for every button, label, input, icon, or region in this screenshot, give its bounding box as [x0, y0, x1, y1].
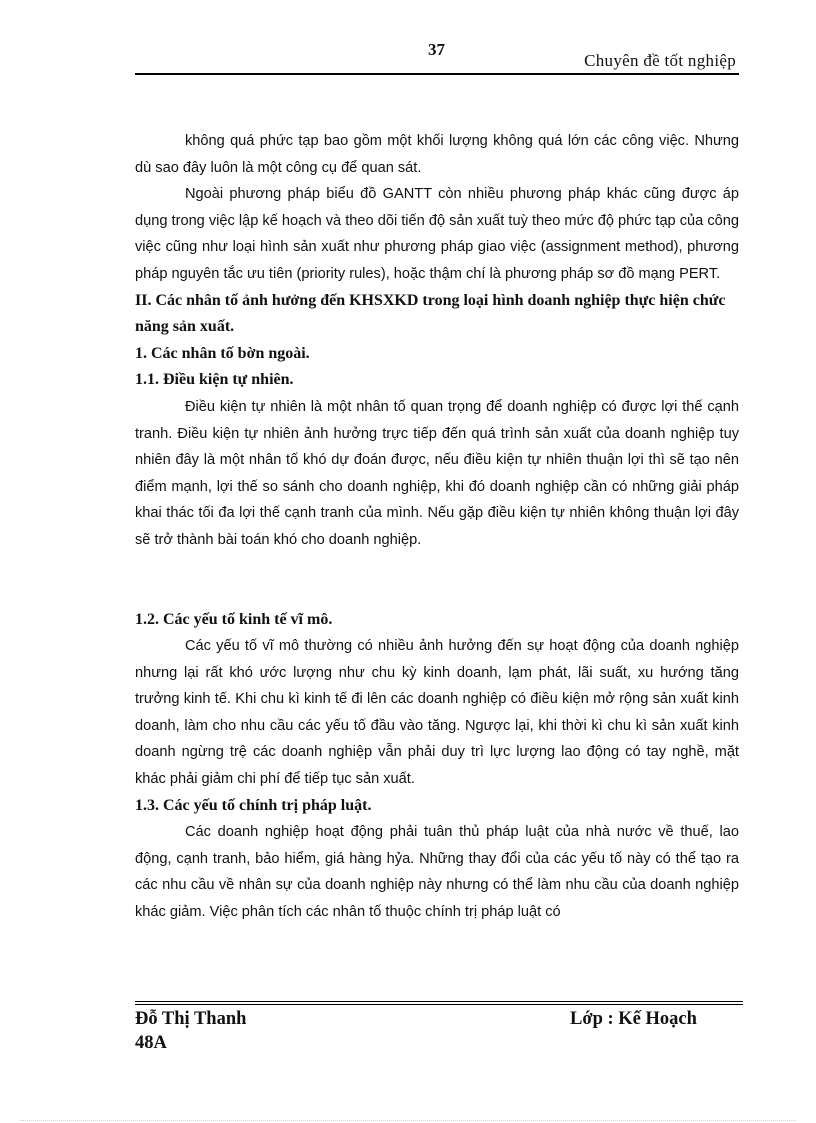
paragraph: Các yếu tố vĩ mô thường có nhiều ảnh hưởng đến sự hoạt động của doanh nghiệp nhưng lại rất khó ước lượng như chu kỳ kinh doanh, lạm phát, lãi suất, xu hướng tăng trưởng kinh tế. Khi chu kì kinh tế đi lên các doanh nghiệp có điều kiện mở rộng sản xuất kinh doanh, làm cho nhu cầu các yếu tố đầu vào tăng. Ngược lại, khi thời kì chu kì sản xuất kinh doanh ngừng trệ các doanh nghiệp vẫn phải duy trì lực lượng lao động có tay nghề, mặt khác phải giảm chi phí để tiếp tục sản xuất.	[135, 638, 739, 788]
page-number: 37	[428, 40, 445, 59]
document-body	[135, 128, 739, 926]
subsection-heading: 1.3. Các yếu tố chính trị pháp luật.	[135, 796, 372, 814]
subsection-heading: 1.2. Các yếu tố kinh tế vĩ mô.	[135, 610, 333, 628]
paragraph: không quá phức tạp bao gồm một khối lượng không quá lớn các công việc. Nhưng dù sao đây luôn là một công cụ để quan sát.	[135, 133, 739, 176]
section-heading: II. Các nhân tố ảnh hưởng đến KHSXKD trong loại hình doanh nghiệp thực hiện chức năng sản xuất.	[135, 291, 726, 336]
subsection-heading: 1.1. Điều kiện tự nhiên.	[135, 371, 294, 389]
paragraph: Ngoài phương pháp biểu đồ GANTT còn nhiều phương pháp khác cũng được áp dụng trong việc lập kế hoạch và theo dõi tiến độ sản xuất tuỳ theo mức độ phức tạp của công việc cũng như loại hình sản xuất như phương pháp giao việc (assignment method), phương pháp nguyên tắc ưu tiên (priority rules), hoặc thậm chí là phương pháp sơ đồ mạng PERT.	[135, 186, 739, 282]
paragraph: Các doanh nghiệp hoạt động phải tuân thủ pháp luật của nhà nước về thuế, lao động, cạnh tranh, bảo hiểm, giá hàng hỷa. Những thay đổi của các yếu tố này có thể tạo ra các nhu cầu về nhân sự của doanh nghiệp này nhưng có thể làm nhu cầu của doanh nghiệp khác giảm. Việc phân tích các nhân tố thuộc chính trị pháp luật có	[135, 824, 739, 921]
header-divider	[135, 73, 739, 75]
footer-class: Lớp : Kế Hoạch	[570, 1009, 697, 1029]
paragraph: Điều kiện tự nhiên là một nhân tố quan trọng để doanh nghiệp có được lợi thế cạnh tranh. Điều kiện tự nhiên ảnh hưởng trực tiếp đến quá trình sản xuất của doanh nghiệp tuy nhiên đây là một nhân tố khó dự đoán được, nếu điều kiện tự nhiên thuận lợi thì sẽ tạo nên điểm mạnh, lợi thế so sánh cho doanh nghiệp, khi đó doanh nghiệp cần có những giải pháp khai thác tối đa lợi thế cạnh tranh của mình. Nếu gặp điều kiện tự nhiên không thuận lợi đây sẽ trở thành bài toán khó cho doanh nghiệp.	[135, 398, 739, 548]
subsection-heading: 1. Các nhân tố bờn ngoài.	[135, 344, 310, 362]
footer-author-class-year: 48A	[135, 1033, 167, 1053]
footer-divider	[135, 1001, 743, 1002]
footer-divider	[135, 1004, 743, 1005]
footer-author: Đỗ Thị Thanh	[135, 1009, 247, 1029]
blank-space	[135, 554, 739, 607]
header-title: Chuyên đề tốt nghiệp	[584, 51, 736, 70]
page-edge	[20, 1120, 796, 1121]
